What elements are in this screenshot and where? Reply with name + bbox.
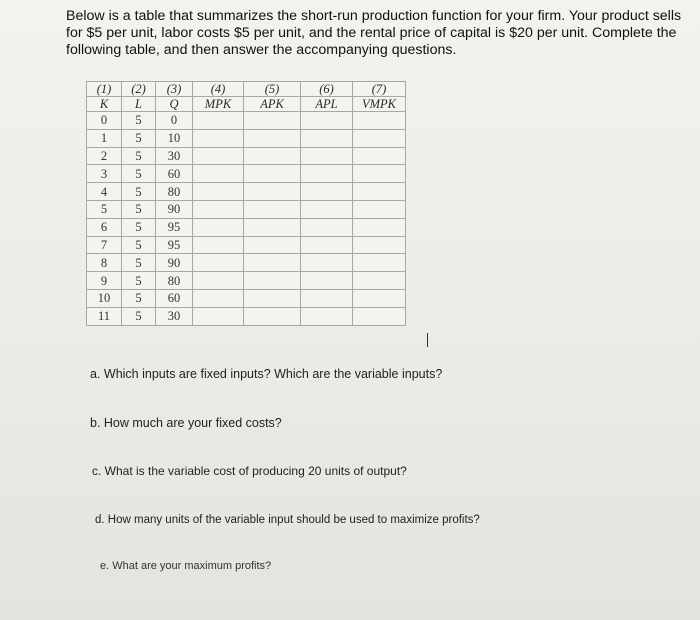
table-row xyxy=(87,307,406,325)
blank-answer-cell[interactable] xyxy=(301,218,353,236)
blank-answer-cell[interactable] xyxy=(301,236,353,254)
table-row xyxy=(87,129,406,147)
table-cell: 5 xyxy=(122,272,156,290)
blank-answer-cell[interactable] xyxy=(301,289,353,307)
table-cell: 11 xyxy=(87,307,122,325)
col-number: (2) xyxy=(122,82,156,97)
table-cell: 4 xyxy=(87,183,122,201)
blank-answer-cell[interactable] xyxy=(301,183,353,201)
table-cell: 80 xyxy=(156,272,193,290)
table-row xyxy=(87,183,406,201)
blank-answer-cell[interactable] xyxy=(353,218,406,236)
col-number: (6) xyxy=(301,82,353,97)
blank-answer-cell[interactable] xyxy=(353,236,406,254)
table-cell: 95 xyxy=(156,236,193,254)
question-a: a. Which inputs are fixed inputs? Which are the variable inputs? xyxy=(90,367,443,381)
blank-answer-cell[interactable] xyxy=(244,200,301,218)
col-header: K xyxy=(87,97,122,112)
table-row xyxy=(87,165,406,183)
table-cell: 5 xyxy=(122,165,156,183)
table-cell: 5 xyxy=(122,289,156,307)
blank-answer-cell[interactable] xyxy=(353,165,406,183)
blank-answer-cell[interactable] xyxy=(244,289,301,307)
blank-answer-cell[interactable] xyxy=(193,289,244,307)
table-cell: 7 xyxy=(87,236,122,254)
blank-answer-cell[interactable] xyxy=(301,254,353,272)
table-cell: 10 xyxy=(156,129,193,147)
table-cell: 5 xyxy=(122,236,156,254)
blank-answer-cell[interactable] xyxy=(193,236,244,254)
blank-answer-cell[interactable] xyxy=(301,165,353,183)
blank-answer-cell[interactable] xyxy=(193,272,244,290)
blank-answer-cell[interactable] xyxy=(193,165,244,183)
blank-answer-cell[interactable] xyxy=(244,112,301,130)
blank-answer-cell[interactable] xyxy=(301,147,353,165)
blank-answer-cell[interactable] xyxy=(353,289,406,307)
table-cell: 0 xyxy=(87,112,122,130)
blank-answer-cell[interactable] xyxy=(353,200,406,218)
blank-answer-cell[interactable] xyxy=(193,129,244,147)
table-cell: 90 xyxy=(156,200,193,218)
blank-answer-cell[interactable] xyxy=(244,254,301,272)
col-header: L xyxy=(122,97,156,112)
col-number: (4) xyxy=(193,82,244,97)
blank-answer-cell[interactable] xyxy=(353,112,406,130)
blank-answer-cell[interactable] xyxy=(353,147,406,165)
blank-answer-cell[interactable] xyxy=(244,183,301,201)
table-cell: 5 xyxy=(122,147,156,165)
table-cell: 30 xyxy=(156,147,193,165)
column-header-row xyxy=(87,97,406,112)
blank-answer-cell[interactable] xyxy=(301,200,353,218)
blank-answer-cell[interactable] xyxy=(301,129,353,147)
table-row xyxy=(87,112,406,130)
table-row xyxy=(87,147,406,165)
question-d: d. How many units of the variable input should be used to maximize profits? xyxy=(95,514,480,526)
table-cell: 80 xyxy=(156,183,193,201)
col-header: APK xyxy=(244,97,301,112)
column-number-row xyxy=(87,82,406,97)
table-cell: 10 xyxy=(87,289,122,307)
table-cell: 0 xyxy=(156,112,193,130)
table-row xyxy=(87,272,406,290)
col-number: (3) xyxy=(156,82,193,97)
blank-answer-cell[interactable] xyxy=(244,236,301,254)
blank-answer-cell[interactable] xyxy=(353,129,406,147)
blank-answer-cell[interactable] xyxy=(301,307,353,325)
table-row xyxy=(87,254,406,272)
table-row xyxy=(87,218,406,236)
table-cell: 60 xyxy=(156,165,193,183)
table-cell: 5 xyxy=(122,183,156,201)
table-cell: 5 xyxy=(122,200,156,218)
blank-answer-cell[interactable] xyxy=(353,272,406,290)
blank-answer-cell[interactable] xyxy=(193,307,244,325)
blank-answer-cell[interactable] xyxy=(193,147,244,165)
table-cell: 60 xyxy=(156,289,193,307)
table-cell: 5 xyxy=(122,307,156,325)
col-number: (5) xyxy=(244,82,301,97)
table-cell: 5 xyxy=(122,112,156,130)
production-table xyxy=(86,81,406,326)
table-cell: 2 xyxy=(87,147,122,165)
table-row xyxy=(87,289,406,307)
col-header: MPK xyxy=(193,97,244,112)
blank-answer-cell[interactable] xyxy=(353,183,406,201)
table-body xyxy=(87,112,406,326)
question-b: b. How much are your fixed costs? xyxy=(90,416,282,430)
blank-answer-cell[interactable] xyxy=(193,200,244,218)
table-cell: 5 xyxy=(122,218,156,236)
table-cell: 5 xyxy=(87,200,122,218)
blank-answer-cell[interactable] xyxy=(244,129,301,147)
table-row xyxy=(87,200,406,218)
table-cell: 5 xyxy=(122,129,156,147)
table-cell: 95 xyxy=(156,218,193,236)
text-cursor xyxy=(427,333,428,347)
table-row xyxy=(87,236,406,254)
question-e: e. What are your maximum profits? xyxy=(100,560,272,572)
table-cell: 90 xyxy=(156,254,193,272)
blank-answer-cell[interactable] xyxy=(193,112,244,130)
blank-answer-cell[interactable] xyxy=(193,254,244,272)
table-cell: 1 xyxy=(87,129,122,147)
table-cell: 8 xyxy=(87,254,122,272)
table-cell: 5 xyxy=(122,254,156,272)
blank-answer-cell[interactable] xyxy=(244,307,301,325)
col-header: VMPK xyxy=(353,97,406,112)
col-header: Q xyxy=(156,97,193,112)
blank-answer-cell[interactable] xyxy=(244,218,301,236)
col-number: (1) xyxy=(87,82,122,97)
table-cell: 3 xyxy=(87,165,122,183)
blank-answer-cell[interactable] xyxy=(193,183,244,201)
question-c: c. What is the variable cost of producing 20 units of output? xyxy=(92,464,407,478)
table-cell: 9 xyxy=(87,272,122,290)
problem-intro: Below is a table that summarizes the short-run production function for your firm. Your product sells for $5 per unit, labor costs $5 per unit, and the rental price of capital is $20 per unit. Complete the following table, and then answer the accompanying questions. xyxy=(66,8,682,58)
table-cell: 6 xyxy=(87,218,122,236)
blank-answer-cell[interactable] xyxy=(244,165,301,183)
production-table-container xyxy=(86,81,406,326)
blank-answer-cell[interactable] xyxy=(244,272,301,290)
blank-answer-cell[interactable] xyxy=(193,218,244,236)
blank-answer-cell[interactable] xyxy=(301,272,353,290)
blank-answer-cell[interactable] xyxy=(353,307,406,325)
blank-answer-cell[interactable] xyxy=(244,147,301,165)
blank-answer-cell[interactable] xyxy=(301,112,353,130)
col-header: APL xyxy=(301,97,353,112)
col-number: (7) xyxy=(353,82,406,97)
table-cell: 30 xyxy=(156,307,193,325)
blank-answer-cell[interactable] xyxy=(353,254,406,272)
